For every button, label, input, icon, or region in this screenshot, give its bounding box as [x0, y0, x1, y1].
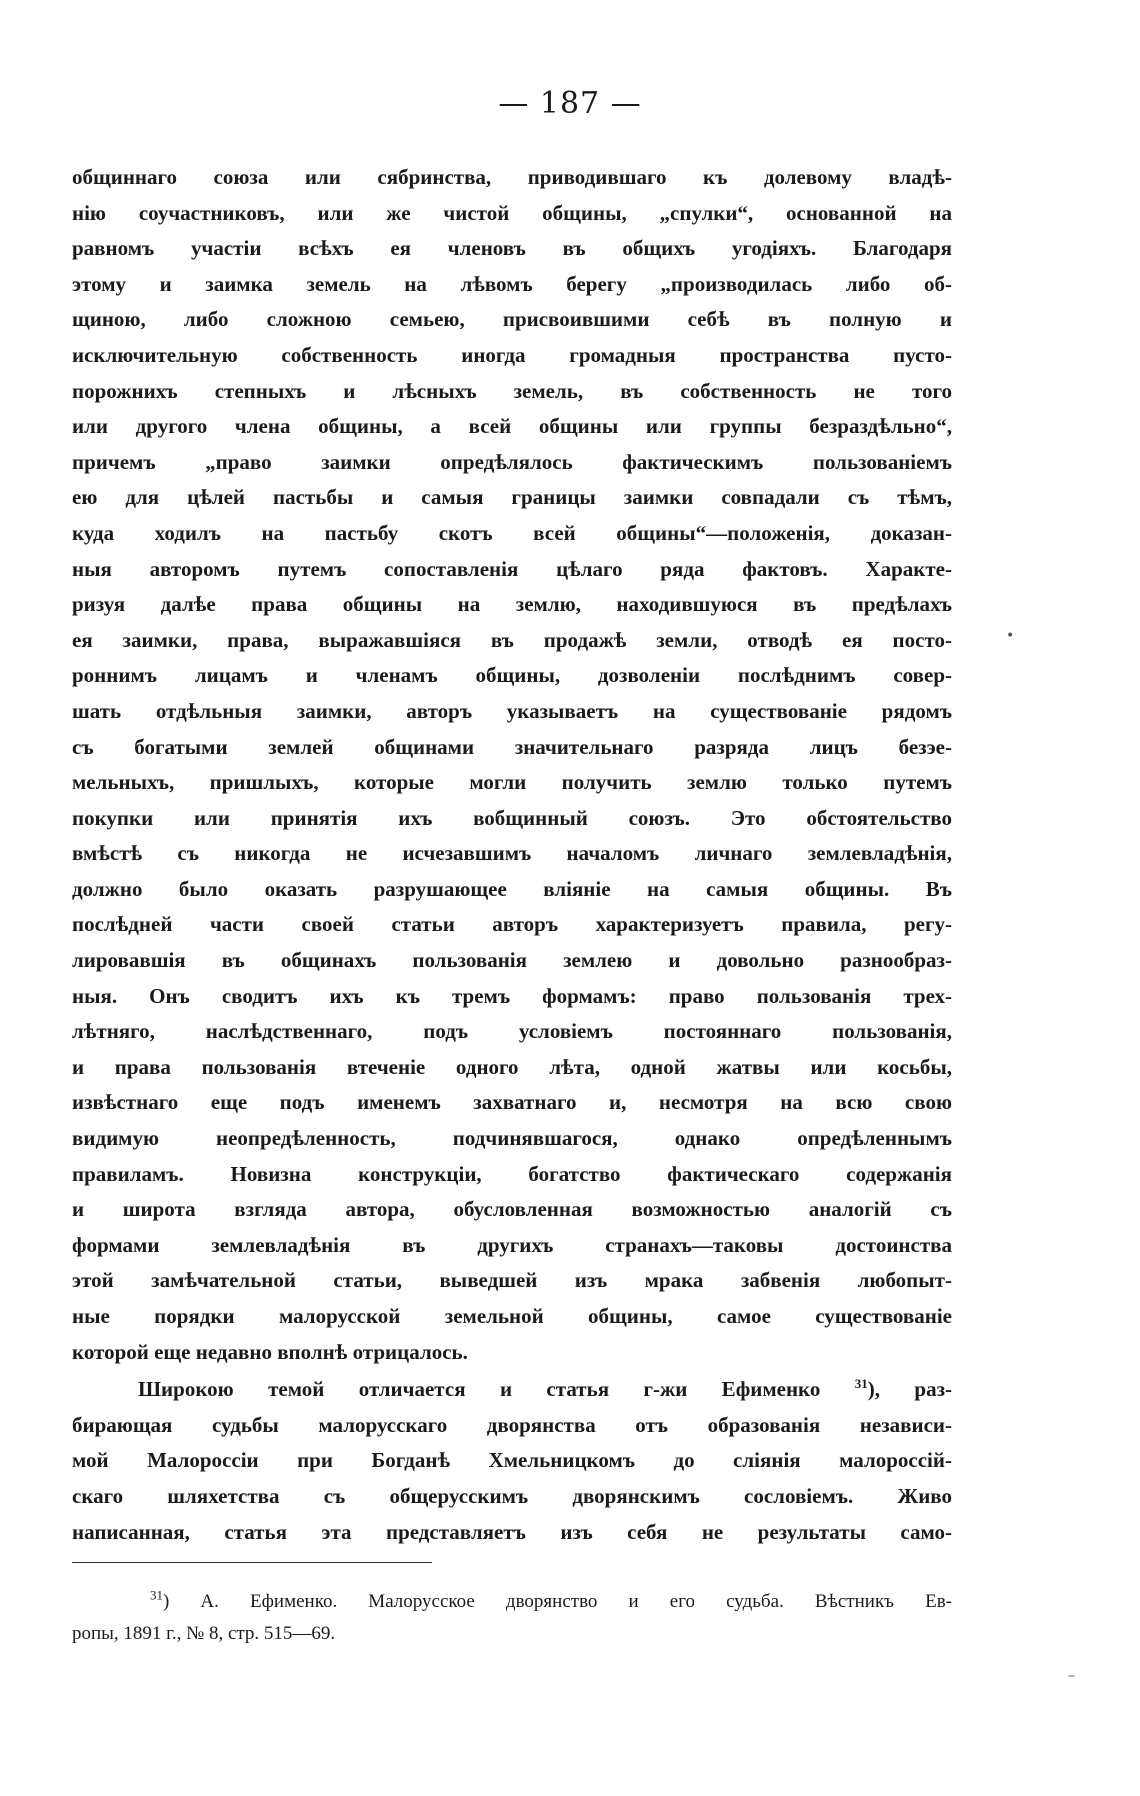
- text-fragment: Широкою темой отличается и статья г-жи Ефименко: [138, 1377, 855, 1402]
- text-line: причемъ „право заимки опредѣлялось фактическимъ пользованіемъ: [72, 449, 952, 474]
- text-line: и права пользованія втеченіе одного лѣта, одной жатвы или косьбы,: [72, 1054, 952, 1079]
- footnote-text: ) А. Ефименко. Малорусское дворянство и его судьба. Вѣстникъ Ев-: [163, 1591, 952, 1612]
- text-line: равномъ участіи всѣхъ ея членовъ въ общихъ угодіяхъ. Благодаря: [72, 236, 952, 261]
- text-line: лѣтняго, наслѣдственнаго, подъ условіемъ постояннаго пользованія,: [72, 1019, 952, 1044]
- paragraph-start-line: [72, 1372, 952, 1408]
- text-line: написанная, статья эта представляетъ изъ себя не результаты само-: [72, 1519, 952, 1544]
- text-line: мой Малороссіи при Богданѣ Хмельницкомъ до сліянія малороссій-: [72, 1448, 952, 1473]
- text-line: ные порядки малорусской земельной общины, самое существованіе: [72, 1304, 952, 1328]
- footnote-line: ропы, 1891 г., № 8, стр. 515—69.: [72, 1623, 336, 1644]
- text-fragment: ), раз-: [867, 1377, 952, 1402]
- text-line: ныя. Онъ сводитъ ихъ къ тремъ формамъ: право пользованія трех-: [72, 983, 952, 1008]
- text-line: правиламъ. Новизна конструкціи, богатство фактическаго содержанія: [72, 1161, 952, 1186]
- text-line: роннимъ лицамъ и членамъ общины, дозволеніи послѣднимъ совер-: [72, 663, 952, 688]
- footnote: [72, 1586, 952, 1650]
- page-number: — 187 —: [498, 86, 642, 121]
- text-line: должно было оказать разрушающее вліяніе на самыя общины. Въ: [72, 876, 952, 901]
- text-line: покупки или принятія ихъ вобщинный союзъ. Это обстоятельство: [72, 805, 952, 830]
- text-line: мельныхъ, пришлыхъ, которые могли получить землю только путемъ: [72, 770, 952, 795]
- text-line: или другого члена общины, а всей общины или группы безраздѣльно“,: [72, 414, 952, 439]
- text-line: лировавшія въ общинахъ пользованія землею и довольно разнообраз-: [72, 948, 952, 973]
- text-line: видимую неопредѣленность, подчинявшагося, однако опредѣленнымъ: [72, 1126, 952, 1151]
- text-line: которой еще недавно вполнѣ отрицалось.: [72, 1339, 468, 1364]
- text-line: порожнихъ степныхъ и лѣсныхъ земель, въ собственность не того: [72, 378, 952, 403]
- footnote-marker: 31: [150, 1587, 163, 1603]
- text-line: и широта взгляда автора, обусловленная возможностью аналогій съ: [72, 1197, 952, 1222]
- footnote-divider: [72, 1562, 432, 1563]
- text-line: извѣстнаго еще подъ именемъ захватнаго и, несмотря на всю свою: [72, 1090, 952, 1115]
- text-line: этому и заимка земель на лѣвомъ берегу „производилась либо об-: [72, 271, 952, 296]
- text-line: послѣдней части своей статьи авторъ характеризуетъ правила, регу-: [72, 912, 952, 937]
- text-line: ея заимки, права, выражавшіяся въ продажѣ земли, отводѣ ея посто-: [72, 627, 952, 652]
- footnote-line: [72, 1586, 952, 1618]
- text-line: куда ходилъ на пастьбу скотъ всей общины“—положенія, доказан-: [72, 520, 952, 545]
- text-line: съ богатыми землей общинами значительнаго разряда лицъ безэе-: [72, 734, 952, 759]
- text-line: формами землевладѣнія въ другихъ странахъ—таковы достоинства: [72, 1232, 952, 1257]
- main-text: [72, 160, 952, 1550]
- footnote-reference[interactable]: 31: [854, 1376, 868, 1392]
- text-line: этой замѣчательной статьи, выведшей изъ мрака забвенія любопыт-: [72, 1268, 952, 1293]
- text-line: щиною, либо сложною семьею, присвоившими себѣ въ полную и: [72, 307, 952, 332]
- text-line: ныя авторомъ путемъ сопоставленія цѣлаго ряда фактовъ. Характе-: [72, 556, 952, 581]
- text-line: шать отдѣльныя заимки, авторъ указываетъ на существованіе рядомъ: [72, 698, 952, 723]
- text-line: исключительную собственность иногда громадныя пространства пусто-: [72, 342, 952, 367]
- text-line: вмѣстѣ съ никогда не исчезавшимъ началомъ личнаго землевладѣнія,: [72, 841, 952, 866]
- scan-speck: •: [1006, 628, 1015, 644]
- text-line: общиннаго союза или сябринства, приводившаго къ долевому владѣ-: [72, 165, 952, 189]
- text-line: бирающая судьбы малорусскаго дворянства отъ образованія независи-: [72, 1412, 952, 1437]
- text-line: ею для цѣлей пастьбы и самыя границы заимки совпадали съ тѣмъ,: [72, 485, 952, 510]
- text-line: скаго шляхетства съ общерусскимъ дворянскимъ сословіемъ. Живо: [72, 1483, 952, 1508]
- scan-speck: –: [1068, 1668, 1075, 1684]
- text-line: ризуя далѣе права общины на землю, находившуюся въ предѣлахъ: [72, 592, 952, 617]
- text-line: нію соучастниковъ, или же чистой общины, „спулки“, основанной на: [72, 200, 952, 225]
